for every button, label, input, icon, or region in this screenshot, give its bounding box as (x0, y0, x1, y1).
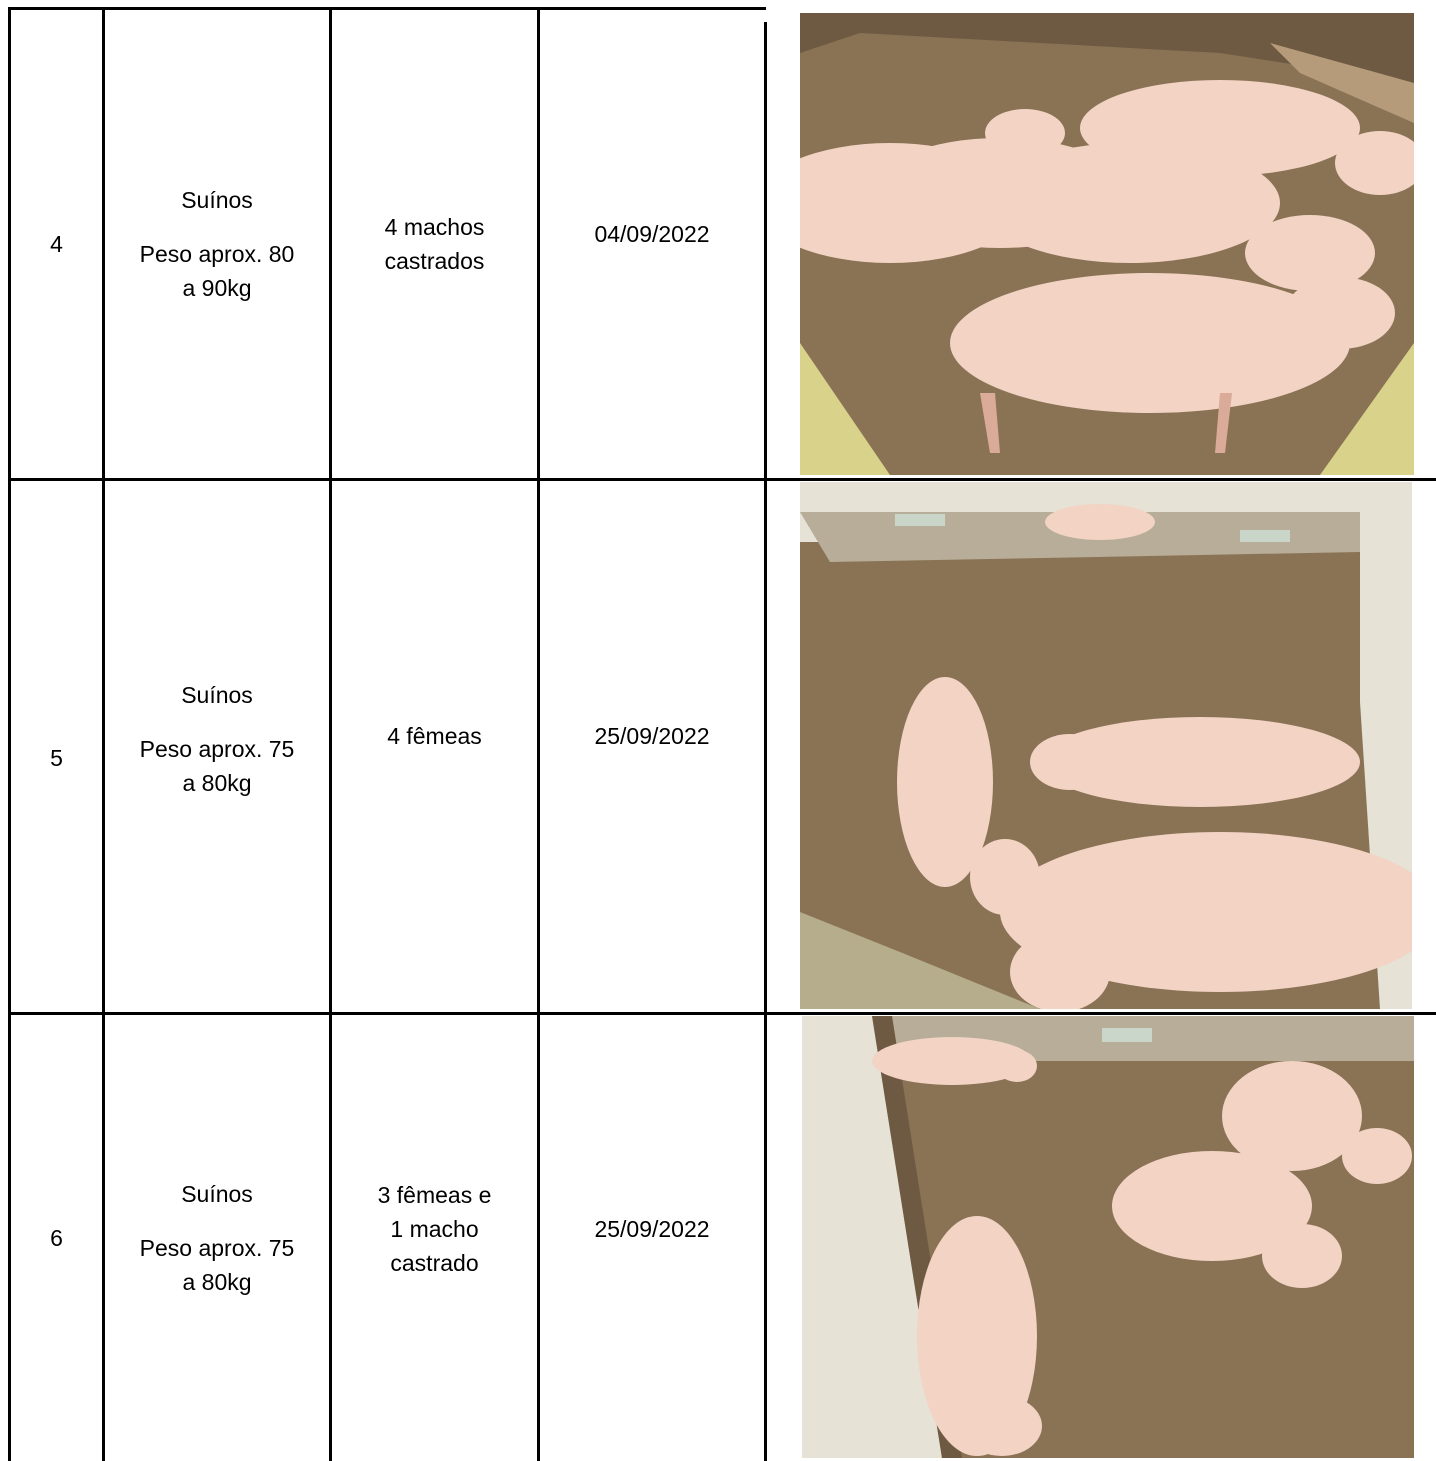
weight-label: Peso aprox. 75 (139, 1235, 295, 1261)
table-row-2-date (540, 481, 764, 991)
date-label: 25/09/2022 (594, 723, 710, 749)
pigs-photo-row-2 (800, 482, 1412, 1009)
composition-label-cont2: castrado (390, 1250, 479, 1276)
table-row-2-composition (332, 481, 537, 991)
pigs-photo (800, 482, 1412, 1009)
table-row-1-lot (11, 10, 102, 478)
weight-label: Peso aprox. 80 (139, 241, 295, 267)
lot-number: 4 (50, 231, 63, 257)
pigs-photo-row-1 (800, 13, 1414, 475)
table-row-2-lot (11, 481, 102, 1012)
lot-number: 6 (50, 1225, 63, 1251)
composition-label: 4 machos (384, 214, 485, 240)
table-divider-4 (764, 22, 767, 1461)
table-row-2-description (105, 481, 329, 997)
table-row-3-lot (11, 1015, 102, 1461)
composition-label-cont: castrados (384, 248, 485, 274)
date-label: 25/09/2022 (594, 1216, 710, 1242)
weight-label: Peso aprox. 75 (139, 736, 295, 762)
species-label: Suínos (181, 682, 253, 708)
lot-number: 5 (50, 744, 63, 771)
table-row-1-description (105, 10, 329, 478)
table-row-3-description (105, 1015, 329, 1461)
table-row-1-date (540, 10, 764, 458)
composition-label: 3 fêmeas e (377, 1182, 492, 1208)
composition-label: 4 fêmeas (387, 723, 482, 749)
table-row-3-composition (332, 1015, 537, 1443)
table-row-3-date (540, 1015, 764, 1443)
weight-label-cont: a 80kg (182, 770, 252, 796)
species-label: Suínos (181, 187, 253, 213)
date-label: 04/09/2022 (594, 221, 710, 247)
pigs-photo (802, 1016, 1414, 1458)
table-row-1-composition (332, 10, 537, 478)
composition-label-cont: 1 macho (390, 1216, 479, 1242)
pigs-photo (800, 13, 1414, 475)
weight-label-cont: a 90kg (182, 275, 252, 301)
weight-label-cont: a 80kg (182, 1269, 252, 1295)
pigs-photo-row-3 (802, 1016, 1414, 1458)
species-label: Suínos (181, 1181, 253, 1207)
